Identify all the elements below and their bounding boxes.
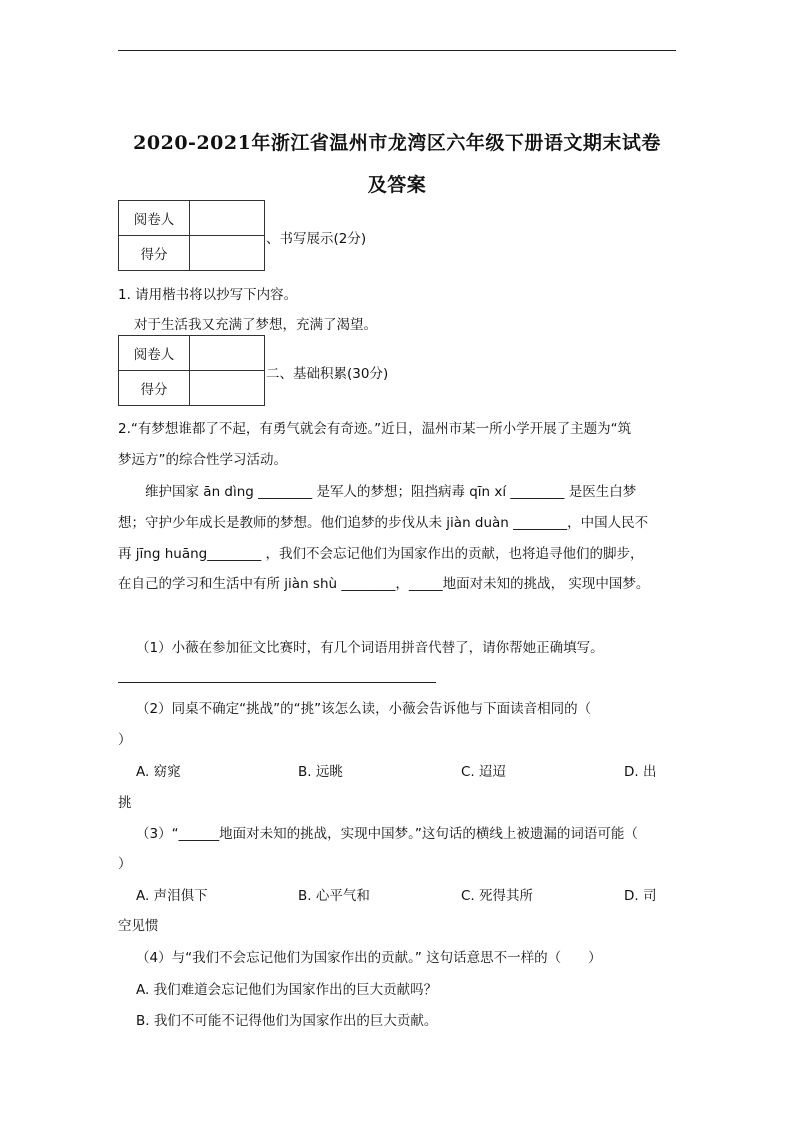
sub-question-2: （2）同桌不确定“挑战”的“挑”该怎么读，小薇会告诉他与下面读音相同的（	[136, 701, 592, 717]
sub-question-3-close: ）	[118, 856, 132, 872]
header-rule	[118, 50, 676, 51]
score-box-section-2	[118, 335, 265, 406]
reviewer-label: 阅卷人	[119, 336, 190, 371]
question-2-line-1: 2.“有梦想谁都了不起，有勇气就会有奇迹。”近日，温州市某一所小学开展了主题为“筑	[118, 421, 632, 437]
passage-line-4: 在自己的学习和生活中有所 jiàn shù ________，_____地面对未知的挑战， 实现中国梦。	[118, 576, 650, 592]
reviewer-label: 阅卷人	[119, 201, 190, 236]
sub-question-3: （3）“______地面对未知的挑战，实现中国梦。”这句话的横线上被遗漏的词语可能（	[136, 826, 638, 842]
option-b: B. 心平气和	[298, 888, 370, 904]
option-d: D. 司	[624, 888, 657, 904]
copy-text: 对于生活我又充满了梦想，充满了渴望。	[134, 317, 377, 333]
section-2-heading: 二、基础积累(30分)	[266, 366, 389, 382]
option-a: A. 窈窕	[136, 764, 181, 780]
sub-question-4-option-a: A. 我们难道会忘记他们为国家作出的巨大贡献吗？	[136, 982, 438, 998]
reviewer-cell[interactable]	[190, 201, 265, 236]
sub-question-4-option-b: B. 我们不可能不记得他们为国家作出的巨大贡献。	[136, 1013, 438, 1029]
score-label: 得分	[119, 236, 190, 271]
passage-line-2: 想；守护少年成长是教师的梦想。他们追梦的步伐从未 jiàn duàn ________，中国人民不	[118, 515, 649, 531]
passage-line-3: 再 jīng huāng________ ，我们不会忘记他们为国家作出的贡献，也将追寻他们的脚步，	[118, 546, 644, 562]
score-box-section-1	[118, 200, 265, 271]
option-a: A. 声泪俱下	[136, 888, 208, 904]
score-cell[interactable]	[190, 236, 265, 271]
reviewer-cell[interactable]	[190, 336, 265, 371]
sub-question-4: （4）与“我们不会忘记他们为国家作出的贡献。” 这句话意思不一样的（ ）	[136, 950, 602, 966]
question-1: 1. 请用楷书将以抄写下内容。	[118, 287, 298, 303]
question-2-line-2: 梦远方”的综合性学习活动。	[118, 452, 287, 468]
sub-question-1: （1）小薇在参加征文比赛时，有几个词语用拼音代替了，请你帮她正确填写。	[136, 640, 604, 656]
option-d-wrap: 空见惯	[118, 918, 159, 934]
section-1-heading: 、书写展示(2分)	[266, 231, 367, 247]
option-d-wrap: 挑	[118, 795, 132, 811]
option-c: C. 死得其所	[461, 888, 534, 904]
answer-line[interactable]	[118, 682, 436, 683]
option-c: C. 迢迢	[461, 764, 507, 780]
sub-question-2-close: ）	[118, 732, 132, 748]
score-cell[interactable]	[190, 371, 265, 406]
passage-line-1: 维护国家 ān dìng ________ 是军人的梦想；阻挡病毒 qīn xí ________ 是医生白梦	[145, 484, 637, 500]
score-label: 得分	[119, 371, 190, 406]
option-d: D. 出	[624, 764, 657, 780]
page-title: 2020-2021年浙江省温州市龙湾区六年级下册语文期末试卷	[133, 132, 661, 154]
option-b: B. 远眺	[298, 764, 343, 780]
page-title-continued: 及答案	[367, 174, 427, 196]
